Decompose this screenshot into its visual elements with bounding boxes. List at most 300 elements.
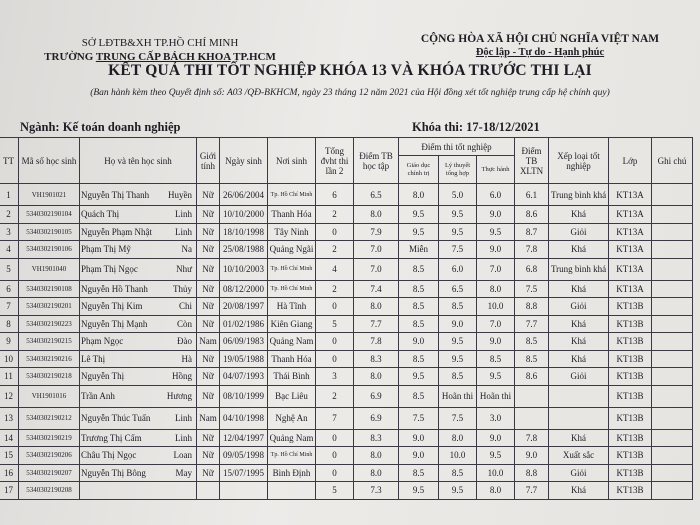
gender: Nữ (197, 258, 220, 280)
given-name: Huyền (168, 189, 192, 200)
practice-score: 7.0 (477, 315, 515, 333)
graduation-rank: Khá (549, 333, 609, 351)
col-birthplace: Nơi sinh (268, 138, 316, 184)
politics-score: 9.5 (399, 482, 439, 500)
student-name (80, 482, 197, 500)
col-practice: Thực hành (477, 156, 515, 184)
date-of-birth: 19/05/1988 (220, 350, 268, 368)
row-number: 15 (0, 447, 19, 465)
theory-score: 9.0 (439, 315, 477, 333)
row-number: 10 (0, 350, 19, 368)
family-name: Nguyễn Hồ Thanh (81, 283, 148, 294)
practice-score: 9.5 (477, 223, 515, 241)
study-gpa: 6.9 (354, 407, 399, 429)
family-name: Nguyễn Thị Thanh (81, 189, 150, 200)
theory-score: 8.0 (439, 429, 477, 447)
politics-score: 8.5 (399, 350, 439, 368)
class-name: KT13A (609, 206, 652, 224)
student-code: 5340302190219 (19, 429, 80, 447)
retake-credits: 4 (316, 258, 354, 280)
issuer-school: TRƯỜNG TRUNG CẤP BÁCH KHOA TP.HCM (44, 51, 276, 63)
given-name: Đào (177, 336, 192, 347)
row-number: 4 (0, 241, 19, 259)
birthplace: Kiên Giang (268, 315, 316, 333)
row-number: 12 (0, 385, 19, 407)
header-row (0, 138, 693, 156)
xltn-score: 7.8 (515, 429, 549, 447)
politics-score: 7.5 (399, 407, 439, 429)
birthplace: Thanh Hóa (268, 350, 316, 368)
col-tt: TT (0, 138, 19, 184)
col-note: Ghi chú (652, 138, 693, 184)
col-xltn: Điểm TB XLTN (515, 138, 549, 184)
table-row (0, 333, 693, 351)
family-name: Nguyễn Thị (81, 371, 125, 382)
study-gpa: 8.0 (354, 206, 399, 224)
class-name: KT13B (609, 333, 652, 351)
date-of-birth (220, 482, 268, 500)
class-name: KT13B (609, 385, 652, 407)
xltn-score: 7.7 (515, 482, 549, 500)
retake-credits: 2 (316, 280, 354, 298)
graduation-rank: Khá (549, 280, 609, 298)
study-gpa: 6.9 (354, 385, 399, 407)
theory-score: 9.5 (439, 350, 477, 368)
note (652, 280, 693, 298)
date-of-birth: 10/10/2003 (220, 258, 268, 280)
class-name: KT13B (609, 368, 652, 386)
xltn-score: 8.6 (515, 368, 549, 386)
note (652, 223, 693, 241)
date-of-birth: 18/10/1998 (220, 223, 268, 241)
practice-score: 10.0 (477, 464, 515, 482)
theory-score: 9.5 (439, 482, 477, 500)
graduation-rank: Giỏi (549, 368, 609, 386)
politics-score: 9.0 (399, 447, 439, 465)
family-name: Nguyễn Thúc Tuấn (81, 413, 151, 423)
table-row (0, 385, 693, 407)
given-name: Hồng (172, 371, 192, 382)
col-gpa: Điểm TB học tập (354, 138, 399, 184)
student-code: 5340302190218 (19, 368, 80, 386)
note (652, 315, 693, 333)
xltn-score: 8.8 (515, 464, 549, 482)
class-name: KT13A (609, 184, 652, 206)
class-name: KT13A (609, 241, 652, 259)
graduation-rank: Xuất sắc (549, 447, 609, 465)
col-class: Lớp (609, 138, 652, 184)
student-code: 5340302190106 (19, 241, 80, 259)
student-name (80, 429, 197, 447)
gender: Nữ (197, 206, 220, 224)
graduation-rank (549, 385, 609, 407)
class-name: KT13B (609, 407, 652, 429)
student-code: 5340302190208 (19, 482, 80, 500)
issuer-block (40, 36, 280, 64)
given-name: Như (176, 264, 192, 274)
date-of-birth: 12/04/1997 (220, 429, 268, 447)
politics-score: 8.0 (399, 184, 439, 206)
theory-score: 5.0 (439, 184, 477, 206)
study-gpa: 7.4 (354, 280, 399, 298)
table-row (0, 241, 693, 259)
theory-score: 8.5 (439, 298, 477, 316)
class-name: KT13A (609, 258, 652, 280)
date-of-birth: 01/02/1986 (220, 315, 268, 333)
gender: Nam (197, 333, 220, 351)
given-name: Hương (166, 391, 192, 401)
gender: Nữ (197, 298, 220, 316)
xltn-score: 6.8 (515, 258, 549, 280)
xltn-score: 8.5 (515, 350, 549, 368)
row-number: 16 (0, 464, 19, 482)
gender: Nữ (197, 385, 220, 407)
student-name (80, 333, 197, 351)
retake-credits: 0 (316, 333, 354, 351)
table-row (0, 368, 693, 386)
family-name: Trương Thị Cẩm (81, 432, 142, 443)
student-name (80, 385, 197, 407)
table-row (0, 447, 693, 465)
gender: Nữ (197, 184, 220, 206)
gender: Nữ (197, 447, 220, 465)
col-credits: Tổng đvht thi lần 2 (316, 138, 354, 184)
date-of-birth: 20/08/1997 (220, 298, 268, 316)
given-name: Linh (175, 413, 192, 423)
class-name: KT13B (609, 482, 652, 500)
birthplace: Thanh Hóa (268, 206, 316, 224)
date-of-birth: 08/10/1999 (220, 385, 268, 407)
politics-score: 9.0 (399, 429, 439, 447)
row-number: 9 (0, 333, 19, 351)
note (652, 464, 693, 482)
graduation-rank: Trung bình khá (549, 258, 609, 280)
student-name (80, 368, 197, 386)
student-name (80, 407, 197, 429)
gender: Nữ (197, 223, 220, 241)
student-code: 5340302190108 (19, 280, 80, 298)
student-name (80, 315, 197, 333)
graduation-rank: Khá (549, 315, 609, 333)
class-name: KT13B (609, 315, 652, 333)
birthplace: Tp. Hồ Chí Minh (268, 184, 316, 206)
table-row (0, 298, 693, 316)
birthplace: Tp. Hồ Chí Minh (268, 258, 316, 280)
graduation-rank: Khá (549, 429, 609, 447)
family-name: Phạm Thị Mỹ (81, 244, 131, 255)
family-name: Trần Anh (81, 391, 115, 401)
graduation-rank: Khá (549, 350, 609, 368)
note (652, 333, 693, 351)
birthplace: Hà Tĩnh (268, 298, 316, 316)
student-name (80, 223, 197, 241)
class-name: KT13B (609, 447, 652, 465)
study-gpa: 7.8 (354, 333, 399, 351)
row-number: 17 (0, 482, 19, 500)
class-name: KT13A (609, 223, 652, 241)
student-name (80, 206, 197, 224)
student-name (80, 280, 197, 298)
student-name (80, 350, 197, 368)
student-name (80, 298, 197, 316)
family-name: Lê Thị (81, 353, 106, 364)
row-number: 2 (0, 206, 19, 224)
graduation-rank: Khá (549, 206, 609, 224)
theory-score: 6.5 (439, 280, 477, 298)
family-name: Nguyễn Thị Bông (81, 467, 146, 478)
class-name: KT13B (609, 350, 652, 368)
student-code: 5340302190201 (19, 298, 80, 316)
gender: Nữ (197, 429, 220, 447)
theory-score: 8.5 (439, 464, 477, 482)
note (652, 258, 693, 280)
family-name: Phạm Ngọc (81, 336, 124, 347)
note (652, 241, 693, 259)
family-name: Quách Thị (81, 209, 120, 220)
gender (197, 482, 220, 500)
practice-score: Hoãn thi (477, 385, 515, 407)
row-number: 8 (0, 315, 19, 333)
xltn-score: 7.5 (515, 280, 549, 298)
theory-score: 7.5 (439, 241, 477, 259)
student-code: 5340302190216 (19, 350, 80, 368)
retake-credits: 5 (316, 482, 354, 500)
gender: Nữ (197, 241, 220, 259)
retake-credits: 2 (316, 385, 354, 407)
date-of-birth: 09/05/1998 (220, 447, 268, 465)
graduation-rank: Trung bình khá (549, 184, 609, 206)
given-name: May (175, 467, 192, 478)
date-of-birth: 25/08/1988 (220, 241, 268, 259)
date-of-birth: 26/06/2004 (220, 184, 268, 206)
table-row (0, 315, 693, 333)
gender: Nữ (197, 315, 220, 333)
study-gpa: 8.0 (354, 447, 399, 465)
gender: Nữ (197, 368, 220, 386)
given-name: Linh (175, 226, 192, 237)
study-gpa: 7.7 (354, 315, 399, 333)
student-code: VH1901040 (19, 258, 80, 280)
xltn-score: 8.6 (515, 206, 549, 224)
practice-score: 8.0 (477, 280, 515, 298)
col-theory: Lý thuyết tổng hợp (439, 156, 477, 184)
given-name: Hà (181, 353, 192, 364)
gender: Nam (197, 407, 220, 429)
document-subtitle: (Ban hành kèm theo Quyết định số: A03 /QĐ-BKHCM, ngày 23 tháng 12 năm 2021 của Hội đồng xét tốt nghiệp trung cấp hệ chính quy) (90, 88, 610, 98)
practice-score: 9.0 (477, 206, 515, 224)
note (652, 407, 693, 429)
class-name: KT13B (609, 298, 652, 316)
practice-score: 9.0 (477, 429, 515, 447)
retake-credits: 0 (316, 447, 354, 465)
theory-score: 9.5 (439, 206, 477, 224)
note (652, 368, 693, 386)
xltn-score: 6.1 (515, 184, 549, 206)
birthplace: Tp. Hồ Chí Minh (268, 447, 316, 465)
practice-score: 9.5 (477, 447, 515, 465)
col-exam-group: Điểm thi tốt nghiệp (399, 138, 515, 156)
family-name: Nguyễn Phạm Nhật (81, 226, 152, 237)
theory-score: 9.5 (439, 223, 477, 241)
retake-credits: 6 (316, 184, 354, 206)
row-number: 6 (0, 280, 19, 298)
table-row (0, 184, 693, 206)
student-code: 5340302190104 (19, 206, 80, 224)
xltn-score: 7.7 (515, 315, 549, 333)
practice-score: 7.0 (477, 258, 515, 280)
birthplace: Quảng Nam (268, 429, 316, 447)
retake-credits: 2 (316, 206, 354, 224)
student-code: VH1901021 (19, 184, 80, 206)
theory-score: 6.0 (439, 258, 477, 280)
family-name: Châu Thị Ngọc (81, 450, 137, 461)
study-gpa: 7.9 (354, 223, 399, 241)
exam-term: Khóa thi: 17-18/12/2021 (412, 120, 540, 134)
student-code: 5340302190223 (19, 315, 80, 333)
practice-score: 8.0 (477, 482, 515, 500)
theory-score: 7.5 (439, 407, 477, 429)
birthplace: Quảng Ngãi (268, 241, 316, 259)
student-code: 5340302190212 (19, 407, 80, 429)
student-code: 5340302190207 (19, 464, 80, 482)
col-student-name: Họ và tên học sinh (80, 138, 197, 184)
birthplace: Bình Định (268, 464, 316, 482)
retake-credits: 0 (316, 223, 354, 241)
table-row (0, 350, 693, 368)
theory-score: 8.5 (439, 368, 477, 386)
practice-score: 9.0 (477, 333, 515, 351)
graduation-rank: Khá (549, 482, 609, 500)
student-name (80, 184, 197, 206)
retake-credits: 3 (316, 368, 354, 386)
major-label: Ngành: Kế toán doanh nghiệp (20, 120, 181, 134)
retake-credits: 2 (316, 241, 354, 259)
given-name: Còn (176, 318, 192, 329)
xltn-score: 7.8 (515, 241, 549, 259)
practice-score: 3.0 (477, 407, 515, 429)
retake-credits: 0 (316, 464, 354, 482)
given-name: Chi (178, 301, 192, 312)
study-gpa: 7.0 (354, 258, 399, 280)
practice-score: 9.0 (477, 241, 515, 259)
class-name: KT13A (609, 280, 652, 298)
gender: Nữ (197, 464, 220, 482)
politics-score: 8.5 (399, 315, 439, 333)
date-of-birth: 15/07/1995 (220, 464, 268, 482)
col-dob: Ngày sinh (220, 138, 268, 184)
col-student-code: Mã số học sinh (19, 138, 80, 184)
note (652, 298, 693, 316)
practice-score: 8.5 (477, 350, 515, 368)
xltn-score: 8.5 (515, 333, 549, 351)
study-gpa: 8.0 (354, 368, 399, 386)
study-gpa: 7.0 (354, 241, 399, 259)
issuer-department: SỞ LĐTB&XH TP.HỒ CHÍ MINH (81, 37, 239, 49)
birthplace: Tp. Hồ Chí Minh (268, 280, 316, 298)
retake-credits: 0 (316, 298, 354, 316)
given-name: Thủy (173, 283, 192, 294)
student-name (80, 464, 197, 482)
table-row (0, 258, 693, 280)
graduation-rank: Giỏi (549, 223, 609, 241)
politics-score: Miễn (399, 241, 439, 259)
family-name: Phạm Thị Ngọc (81, 264, 138, 274)
class-name: KT13B (609, 464, 652, 482)
politics-score: 9.5 (399, 368, 439, 386)
note (652, 482, 693, 500)
row-number: 3 (0, 223, 19, 241)
politics-score: 8.5 (399, 385, 439, 407)
study-gpa: 8.0 (354, 298, 399, 316)
student-code: VH1901016 (19, 385, 80, 407)
row-number: 7 (0, 298, 19, 316)
given-name: Loan (173, 450, 192, 461)
retake-credits: 0 (316, 350, 354, 368)
student-name (80, 447, 197, 465)
student-name (80, 241, 197, 259)
xltn-score: 8.7 (515, 223, 549, 241)
given-name: Linh (175, 209, 192, 220)
birthplace: Thái Bình (268, 368, 316, 386)
graduation-rank: Giỏi (549, 298, 609, 316)
row-number: 1 (0, 184, 19, 206)
note (652, 447, 693, 465)
study-gpa: 8.3 (354, 350, 399, 368)
note (652, 350, 693, 368)
col-rank: Xếp loại tốt nghiệp (549, 138, 609, 184)
note (652, 184, 693, 206)
date-of-birth: 10/10/2000 (220, 206, 268, 224)
date-of-birth: 08/12/2000 (220, 280, 268, 298)
row-number: 13 (0, 407, 19, 429)
table-row (0, 429, 693, 447)
graduation-rank: Khá (549, 241, 609, 259)
student-code: 5340302190206 (19, 447, 80, 465)
gender: Nữ (197, 280, 220, 298)
politics-score: 8.5 (399, 258, 439, 280)
xltn-score: 8.8 (515, 298, 549, 316)
note (652, 206, 693, 224)
birthplace (268, 482, 316, 500)
results-table (0, 137, 693, 500)
class-name: KT13B (609, 429, 652, 447)
birthplace: Nghệ An (268, 407, 316, 429)
note (652, 429, 693, 447)
table-row (0, 206, 693, 224)
col-gender: Giới tính (197, 138, 220, 184)
date-of-birth: 04/07/1993 (220, 368, 268, 386)
nation-name: CỘNG HÒA XÃ HỘI CHỦ NGHĨA VIỆT NAM (420, 33, 660, 45)
table-row (0, 407, 693, 429)
retake-credits: 5 (316, 315, 354, 333)
study-gpa: 6.5 (354, 184, 399, 206)
retake-credits: 0 (316, 429, 354, 447)
graduation-rank: Giỏi (549, 464, 609, 482)
student-name (80, 258, 197, 280)
politics-score: 9.5 (399, 223, 439, 241)
theory-score: 9.5 (439, 333, 477, 351)
practice-score: 10.0 (477, 298, 515, 316)
table-row (0, 482, 693, 500)
study-gpa: 8.3 (354, 429, 399, 447)
politics-score: 9.5 (399, 206, 439, 224)
table-row (0, 280, 693, 298)
theory-score: Hoãn thi (439, 385, 477, 407)
politics-score: 9.0 (399, 333, 439, 351)
given-name: Na (181, 244, 192, 255)
national-motto: Độc lập - Tự do - Hạnh phúc (475, 47, 605, 58)
birthplace: Tây Ninh (268, 223, 316, 241)
